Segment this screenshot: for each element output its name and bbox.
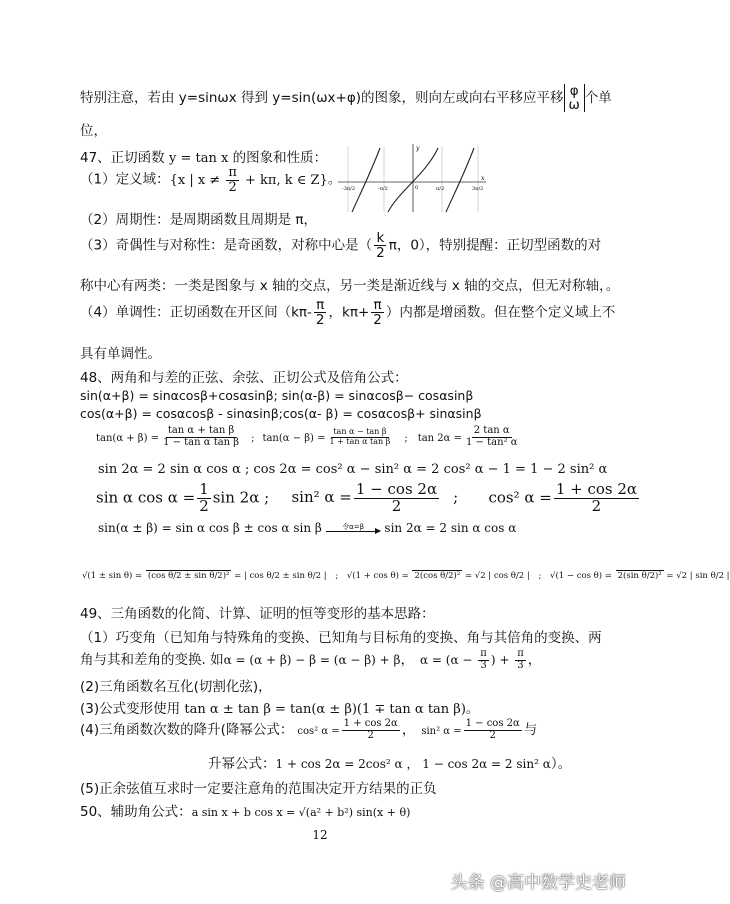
tan-branch-left (352, 148, 380, 212)
root-formulas: √(1 ± sin θ) = (cos θ/2 ± sin θ/2)² = | cos θ/2 ± sin θ/2 | ; √(1 + cos θ) = 2(cos θ/2)² = √2 | cos θ/2 | ; √(1 − cos θ) = 2(sin θ/2)² = √2 | sin θ/2 | (82, 571, 730, 581)
sin-sum-diff: sin(α+β) = sinαcosβ+cosαsinβ; sin(α-β) = sinαcosβ− cosαsinβ (80, 388, 474, 403)
angle-transform-line-2: 角与其和差角的变换. 如α = (α + β) − β = (α − β) + β， α = (α − $\frac{\pi}{3}$ ) + $\frac{\pi}{3}$ ， (80, 648, 542, 671)
section-49-heading: 49、三角函数的化简、计算、证明的恒等变形的基本思路： (80, 606, 435, 622)
double-angle: sin 2α = 2 sin α cos α ; cos 2α = cos² α − sin² α = 2 cos² α − 1 = 1 − 2 sin² α (98, 462, 608, 477)
monotonicity-line: （4）单调性：正切函数在开区间（kπ- $\frac{\pi}{2}$ ，kπ+ $\frac{\pi}{2}$ ）内都是增函数。但在整个定义域上不 (80, 297, 616, 329)
y-axis-label: y (416, 145, 420, 152)
watermark: 头条 @高中数学史老师 (450, 873, 626, 893)
shift-note-line: 特别注意，若由 y=sinωx 得到 y=sin(ωx+φ)的图象，则向左或向右平移应平移 φ ω 个单 (80, 83, 612, 114)
tick-label: 0 (415, 185, 419, 191)
tick-label: -π/2 (378, 186, 388, 192)
arrow-icon: 令α=β (326, 524, 380, 532)
tick-label: π/2 (436, 186, 445, 192)
page-number: 12 (312, 828, 328, 842)
tan-branch-right (446, 148, 474, 212)
x-axis-label: x (481, 175, 485, 182)
section-47-heading: 47、正切函数 y = tan x 的图象和性质： (80, 150, 328, 166)
power-raise: 升幂公式：1 + cos 2α = 2cos² α ， 1 − cos 2α = 2 sin² α）。 (208, 756, 572, 772)
angle-transform-line: （1）巧变角（已知角与特殊角的变换、已知角与目标角的变换、角与其倍角的变换、两 (80, 630, 602, 646)
sum-to-double: sin(α ± β) = sin α cos β ± cos α sin β 令α=β sin 2α = 2 sin α cos α (98, 521, 517, 535)
tick-label: 3π/2 (472, 186, 484, 192)
formula-variation: (3)公式变形使用 tan α ± tan β = tan(α ± β)(1 ∓ tan α tan β)。 (80, 701, 480, 717)
period-line: （2）周期性：是周期函数且周期是 π， (80, 212, 318, 228)
tick-label: -3π/2 (342, 186, 356, 192)
symmetry-line: （3）奇偶性与对称性：是奇函数，对称中心是（ $\frac{k}{2}$ π，0），特别提醒：正切型函数的对 (80, 230, 602, 262)
section-50-heading: 50、辅助角公式：a sin x + b cos x = √(a² + b²) sin(x + θ) (80, 804, 411, 820)
func-name-conversion: (2)三角函数名互化(切割化弦)， (80, 679, 272, 695)
monotonicity-line-2: 具有单调性。 (80, 346, 161, 362)
power-reduction: (4)三角函数次数的降升(降幂公式： cos² α = $\frac{1 + \cos 2\alpha}{2}$ ， sin² α = $\frac{1 - \cos 2\alpha}{2}$ 与 (80, 718, 538, 741)
section-48-heading: 48、两角和与差的正弦、余弦、正切公式及倍角公式： (80, 370, 408, 386)
tangent-graph (338, 142, 488, 214)
sign-note: (5)正余弦值互求时一定要注意角的范围决定开方结果的正负 (80, 781, 437, 797)
phi-over-omega: φ ω (564, 84, 585, 112)
product-formulas: sin α cos α = $\frac{1}{2}$ sin 2α ; sin² α = $\frac{1 - \cos 2\alpha}{2}$ ; cos² α = $\frac{1 + \cos 2\alpha}{2}$ (96, 480, 638, 515)
shift-note-line-end: 位， (80, 123, 107, 139)
cos-sum-diff: cos(α+β) = cosαcosβ - sinαsinβ;cos(α- β) = cosαcosβ+ sinαsinβ (80, 406, 482, 421)
symmetry-line-2: 称中心有两类：一类是图象与 x 轴的交点，另一类是渐近线与 x 轴的交点，但无对称轴，。 (80, 278, 620, 294)
tan-formulas: tan(α + β) = $\frac{\text{tan α + tan β}}{\text{1 − tan α tan β}}$ ; tan(α − β) = $\frac{\text{tan α − tan β}}{\text{1 + tan α tan β}}$ ; tan 2α = $\frac{\text{2 tan α}}{\text{1 − tan² α}}$ (96, 425, 518, 448)
domain-line: （1）定义域：{x | x ≠ $\frac{\pi}{2}$ + kπ, k ∈ Z}。 (80, 165, 342, 195)
